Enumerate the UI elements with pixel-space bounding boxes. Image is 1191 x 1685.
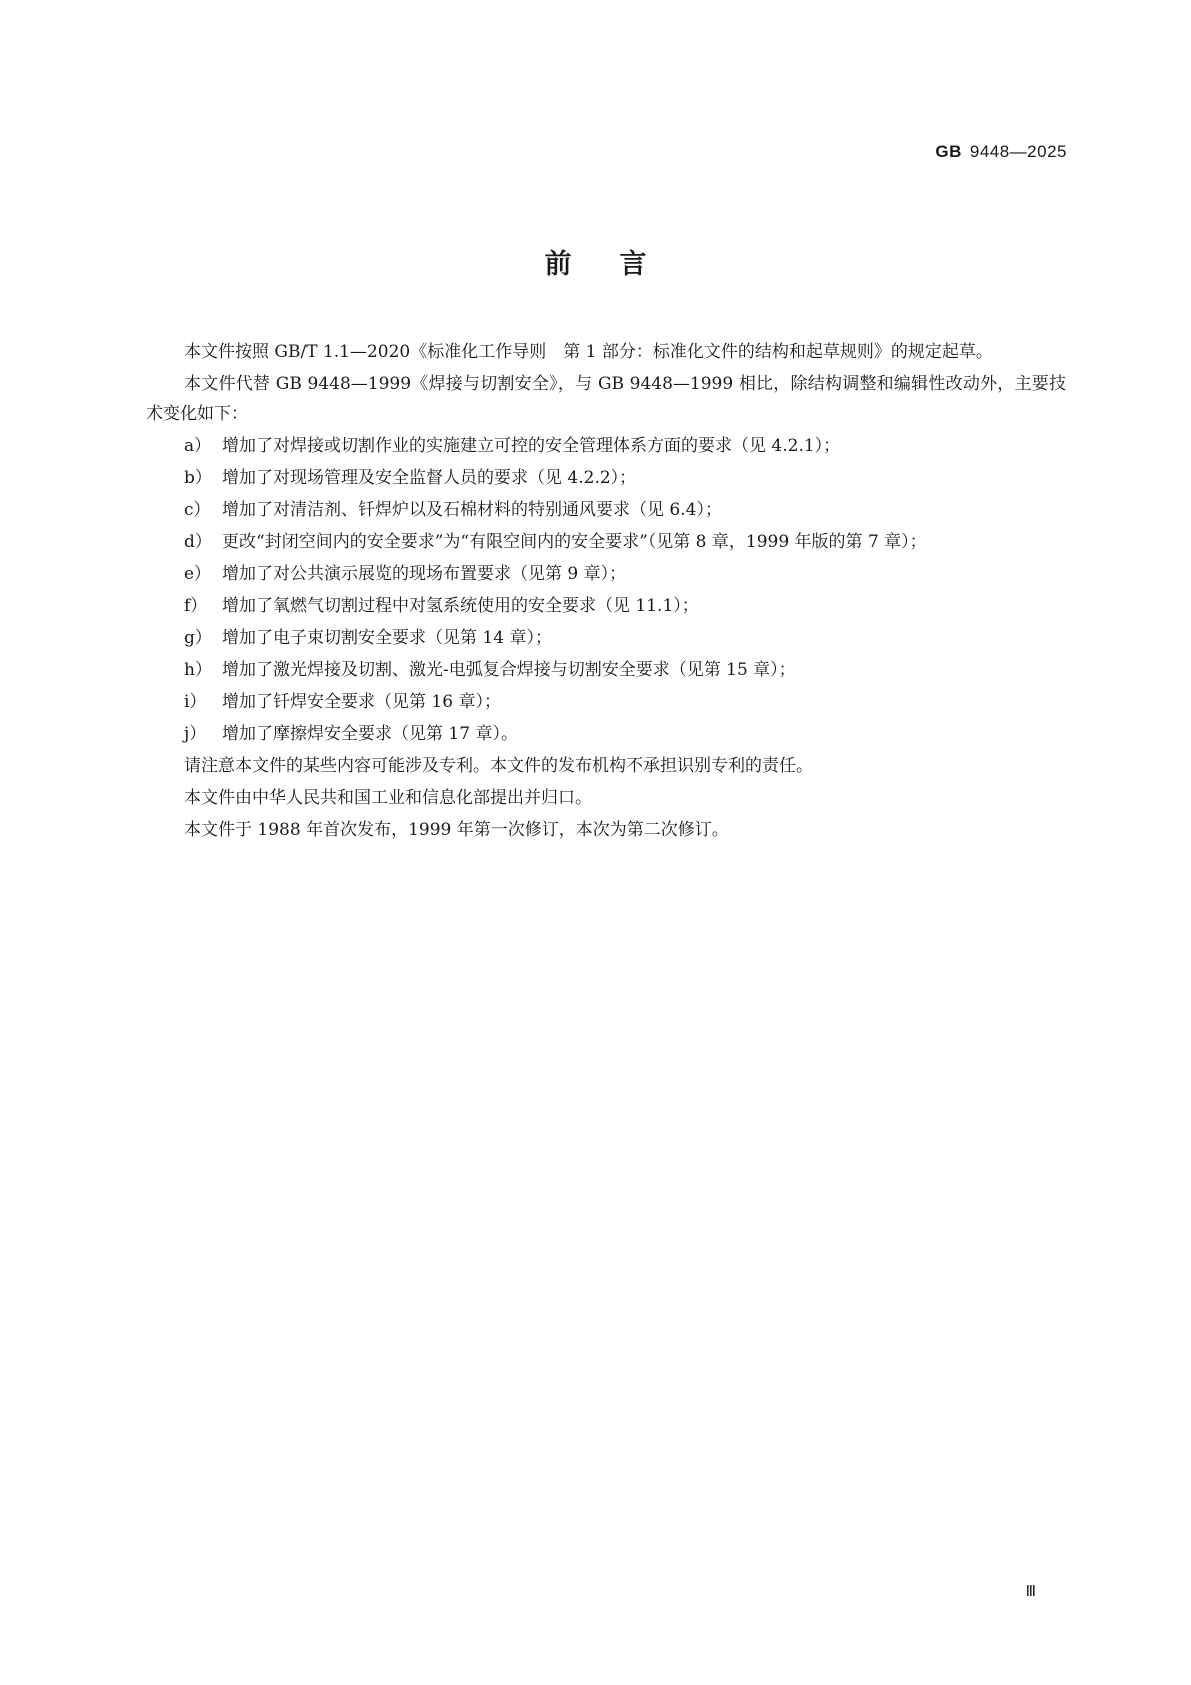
list-item-text: 增加了对公共演示展览的现场布置要求（见第 9 章）； [222, 564, 627, 584]
list-marker: f） [184, 596, 208, 616]
list-marker: c） [184, 500, 211, 520]
list-item-text: 增加了摩擦焊安全要求（见第 17 章）。 [222, 724, 518, 744]
list-item [146, 623, 1066, 653]
list-item [146, 687, 1066, 717]
paragraph-patent-notice: 请注意本文件的某些内容可能涉及专利。本文件的发布机构不承担识别专利的责任。 [184, 756, 813, 776]
standard-code [935, 142, 1067, 162]
list-item [146, 655, 1066, 685]
list-item-text: 增加了对焊接或切割作业的实施建立可控的安全管理体系方面的要求（见 4.2.1）； [222, 436, 841, 456]
list-item [146, 719, 1066, 749]
list-item-text: 增加了激光焊接及切割、激光-电弧复合焊接与切割安全要求（见第 15 章）； [222, 660, 796, 680]
list-item-text: 增加了电子束切割安全要求（见第 14 章）； [222, 628, 552, 648]
technical-changes-list [146, 431, 1066, 749]
list-item [146, 591, 1066, 621]
list-item [146, 495, 1066, 525]
paragraph-drafting-rules: 本文件按照 GB/T 1.1—2020《标准化工作导则 第 1 部分：标准化文件的结构和起草规则》的规定起草。 [184, 342, 993, 362]
list-item-text: 增加了钎焊安全要求（见第 16 章）； [222, 692, 501, 712]
foreword-body [146, 337, 1066, 847]
page-title: 前言 [544, 249, 695, 280]
list-marker: i） [184, 692, 207, 712]
list-marker: d） [184, 532, 212, 552]
list-marker: b） [184, 468, 212, 488]
page-number: Ⅲ [1025, 1584, 1036, 1600]
list-marker: j） [184, 724, 207, 744]
paragraph-replacement: 本文件代替 GB 9448—1999《焊接与切割安全》，与 GB 9448—1999 相比，除结构调整和编辑性改动外，主要技术变化如下： [146, 374, 1066, 424]
list-item-text: 增加了对现场管理及安全监督人员的要求（见 4.2.2）； [222, 468, 637, 488]
list-marker: h） [184, 660, 212, 680]
list-item-text: 增加了对清洁剂、钎焊炉以及石棉材料的特别通风要求（见 6.4）； [222, 500, 722, 520]
list-item [146, 559, 1066, 589]
list-marker: g） [184, 628, 212, 648]
list-item [146, 527, 1066, 557]
paragraph-history: 本文件于 1988 年首次发布，1999 年第一次修订，本次为第二次修订。 [184, 820, 729, 840]
list-item [146, 431, 1066, 461]
list-item-text: 更改“封闭空间内的安全要求”为“有限空间内的安全要求”（见第 8 章，1999 年版的第 7 章）； [222, 532, 927, 552]
list-marker: e） [184, 564, 212, 584]
standard-prefix: GB [935, 142, 962, 161]
list-item-text: 增加了氧燃气切割过程中对氢系统使用的安全要求（见 11.1）； [222, 596, 699, 616]
paragraph-proposer: 本文件由中华人民共和国工业和信息化部提出并归口。 [184, 788, 592, 808]
list-item [146, 463, 1066, 493]
list-marker: a） [184, 436, 212, 456]
standard-number: 9448—2025 [969, 142, 1067, 161]
